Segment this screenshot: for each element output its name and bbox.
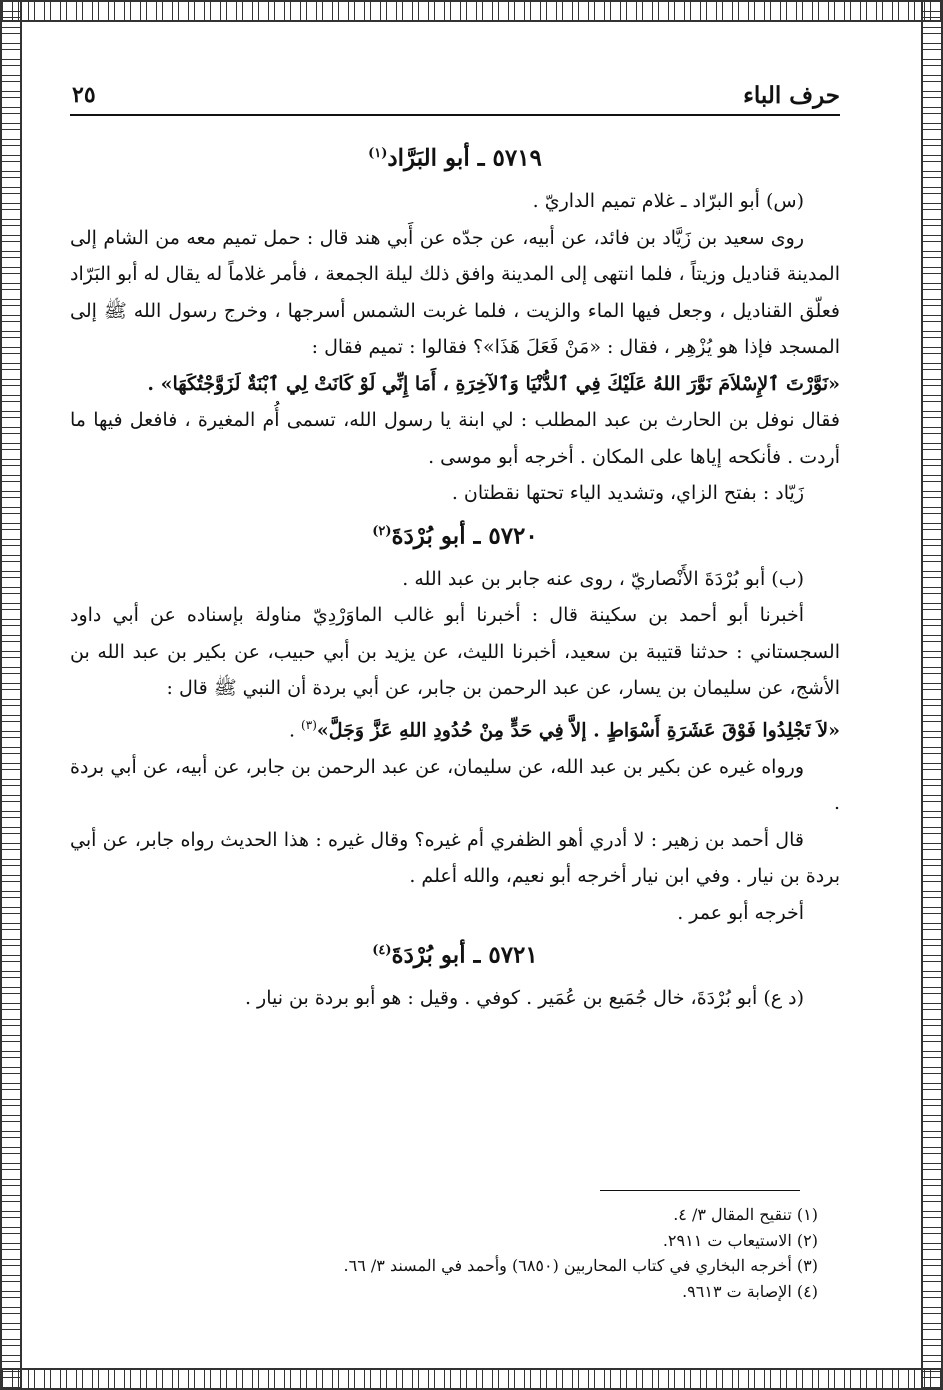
narration-paragraph: روى سعيد بن زَيَّاد بن فائد، عن أبيه، عن جدّه عن أَبي هند قال : حمل تميم معه من الشام إلى المدينة قناديل وزيتاً ، فلما انتهى إلى المدينة وافق ذلك ليلة الجمعة ، فأمر غلاماً له يقال له أبو البَرّاد فعلّق القناديل ، وجعل فيها الماء والزيت ، فلما غربت الشمس أسرجها ، وخرج رسول الله ﷺ إلى المسجد فإذا هو يُزْهِر ، فقال : «مَنْ فَعَلَ هَذَا»؟ فقالوا : تميم فقال : <box>70 226 840 359</box>
page-number: ٢٥ <box>72 82 96 108</box>
footnote-ref: (١) <box>368 146 388 161</box>
entry-heading: ٥٧٢٠ ـ أبو بُرْدَةَ$^{(٢)}$ <box>372 522 538 550</box>
footnote-ref: (٣) <box>301 717 317 732</box>
running-title: حرف الباء <box>743 82 840 109</box>
hadith-quote-line: «لاَ تَجْلِدُوا فَوْقَ عَشَرَةِ أَسْوَاطٍ . إلاَّ فِي حَدٍّ مِنْ حُدُودِ اللهِ عَزَّ وَجَلَّ»$^{(٣)}$ . <box>288 717 840 742</box>
hadith-quote: «نَوَّرْتَ ٱلإِسْلاَمَ نَوَّرَ اللهُ عَلَيْكَ فِي ٱلدُّنْيَا وَٱلآخِرَةِ ، أَمَا إِنِّي لَوْ كَانَتْ لِي ٱبْنَةٌ لَزَوَّجْتُكَهَا» . <box>147 372 840 395</box>
footnote-ref: (٤) <box>372 943 392 959</box>
footnote: (١) تنقيح المقال ٣/ ٤. <box>673 1205 818 1224</box>
book-page <box>40 62 840 1352</box>
narration-paragraph: فقال نوفل بن الحارث بن عبد المطلب : لي ابنة يا رسول الله، تسمى أُم المغيرة ، فافعل فيها ما أردت . فأنكحه إياها على المكان . أخرجه أبو موسى . <box>70 409 840 468</box>
footnote: (٢) الاستيعاب ت ٢٩١١. <box>662 1230 818 1250</box>
page-header <box>40 82 840 116</box>
header-rule <box>70 114 840 116</box>
footnote: (٣) أخرجه البخاري في كتاب المحاربين (٦٨٥٠) وأحمد في المسند ٣/ ٦٦. <box>343 1256 818 1275</box>
entry-intro: (ب) أبو بُرْدَةَ الأَنْصاريّ ، روى عنه جابر بن عبد الله . <box>402 567 804 590</box>
narration-paragraph: ورواه غيره عن بكير بن عبد الله، عن سليمان، عن عبد الرحمن بن جابر، عن أبيه، عن أبي بردة . <box>70 755 840 815</box>
entry-heading: ٥٧٢١ ـ أبو بُرْدَةَ$^{(٤)}$ <box>372 941 538 969</box>
footnote-ref: (٢) <box>372 523 392 539</box>
footnotes <box>70 1202 818 1304</box>
orthography-note: زَيّاد : بفتح الزاي، وتشديد الياء تحتها نقطتان . <box>451 482 804 505</box>
decorative-border-right <box>921 0 943 1390</box>
decorative-border-bottom <box>0 1368 943 1390</box>
attribution-line: أخرجه أبو عمر . <box>677 901 804 924</box>
narration-paragraph: أخبرنا أبو أحمد بن سكينة قال : أخبرنا أبو غالب الماوَرْدِيّ مناولة بإسناده عن أبي داود السجستاني : حدثنا قتيبة بن سعيد، أخبرنا الليث، عن يزيد بن أبي حبيب، عن بكير بن عبد الله بن الأشج، عن سليمان بن يسار، عن عبد الرحمن بن جابر، عن أبي بردة أن النبي ﷺ قال : <box>70 604 840 700</box>
decorative-border-left <box>0 0 22 1390</box>
entry-intro: (د ع) أبو بُرْدَةَ، خال جُمَيع بن عُمَير . كوفي . وقيل : هو أبو بردة بن نيار . <box>244 987 804 1010</box>
footnote: (٤) الإصابة ت ٩٦١٣. <box>682 1281 818 1301</box>
hadith-quote: «لاَ تَجْلِدُوا فَوْقَ عَشَرَةِ أَسْوَاطٍ . إلاَّ فِي حَدٍّ مِنْ حُدُودِ اللهِ عَزَّ وَجَلَّ» <box>316 719 840 742</box>
footnote-rule <box>600 1190 800 1191</box>
page-body <box>70 134 840 1017</box>
entry-heading: ٥٧١٩ ـ أبو البَرَّاد$^{(١)}$ <box>368 144 542 172</box>
entry-intro: (س) أبو البرّاد ـ غلام تميم الداريّ . <box>532 190 804 213</box>
decorative-border-top <box>0 0 943 22</box>
narration-paragraph: قال أحمد بن زهير : لا أدري أهو الظفري أم غيره؟ وقال غيره : هذا الحديث رواه جابر، عن أبي بردة بن نيار . وفي ابن نيار أخرجه أبو نعيم، والله أعلم . <box>70 828 840 888</box>
